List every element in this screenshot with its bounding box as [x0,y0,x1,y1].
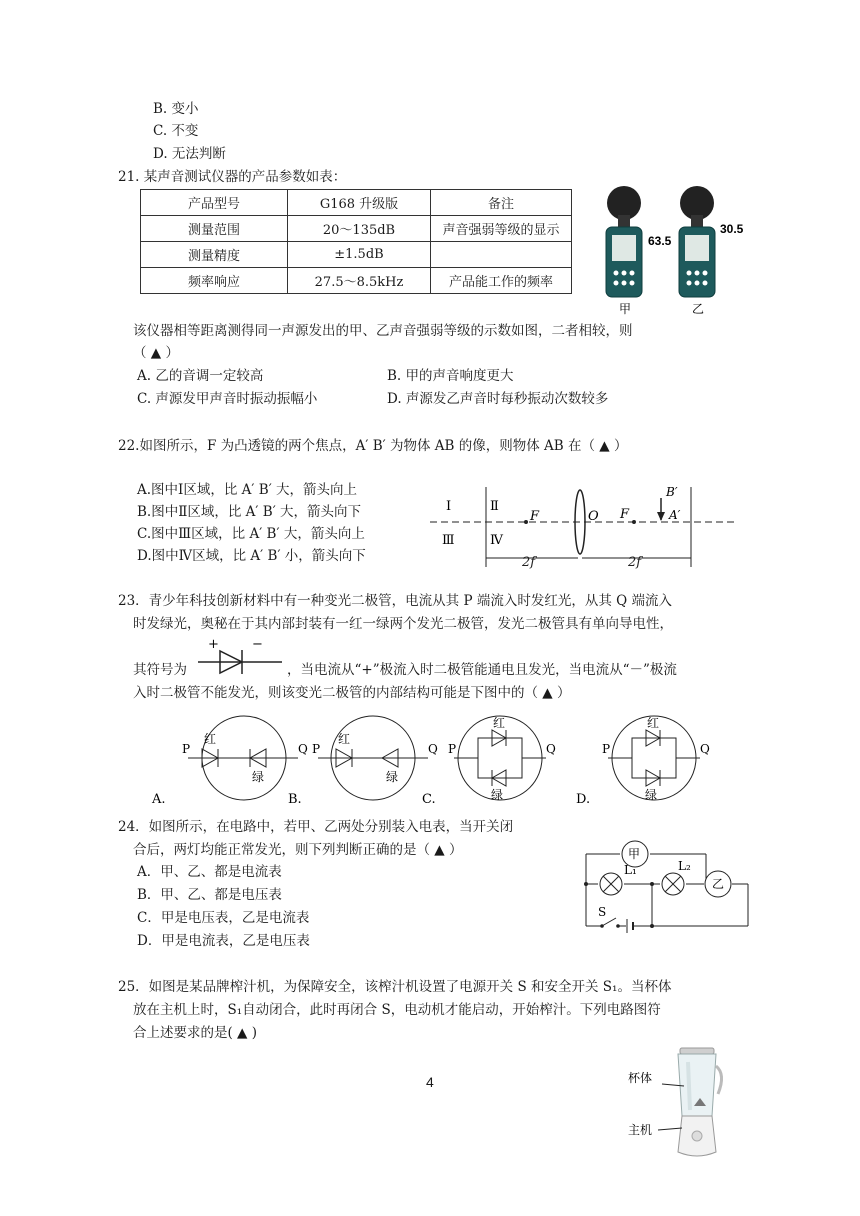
q23-line-3b: ，当电流从“+”极流入时二极管能通电且发光，当电流从“－”极流 [287,662,677,678]
q23-line-4: 入时二极管不能发光，则该变光二极管的内部结构可能是下图中的（ ▲ ） [133,685,571,701]
table-cell: ±1.5dB [288,242,431,268]
q24-option-c: C．甲是电压表，乙是电流表 [137,910,310,926]
focus-left-dot [524,520,528,524]
table-cell: 20～135dB [288,216,431,242]
circuit-s-label: S [598,905,607,919]
switch-icon [602,918,616,926]
q23-c-green-label: 绿 [491,788,504,802]
q23-label-a: A. [152,792,166,807]
circuit-jia-label: 甲 [628,847,641,861]
table-row [141,268,572,294]
q20-option-b: B. 变小 [153,101,199,117]
q23-diagram-c [422,716,556,807]
q23-line-2: 时发绿光，奥秘在于其内部封装有一红一绿两个发光二极管，发光二极管具有单向导电性， [133,616,673,632]
table-cell: 27.5～8.5kHz [288,268,431,294]
q21-text-2: （ ▲ ） [133,345,179,361]
table-cell: 声音强弱等级的显示 [431,216,572,242]
table-cell: G168 升级版 [288,190,431,216]
q25-line-2: 放在主机上时，S₁自动闭合，此时再闭合 S，电动机才能启动，开始榨汁。下列电路图符 [133,1002,661,1018]
q23-a-q-label: Q [298,742,308,756]
q24-line-2: 合后，两灯均能正常发光，则下列判断正确的是（ ▲ ） [133,842,463,858]
q23-c-red-label: 红 [493,716,506,730]
meter-yi-reading: 30.5 [720,222,744,236]
q21-text-1: 该仪器相等距离测得同一声源发出的甲、乙声音强弱等级的示数如图，二者相较，则 [133,323,633,339]
q22-option-d: D.图中Ⅳ区域，比 A′ B′ 小，箭头向下 [137,548,366,564]
juicer-cup-label: 杯体 [628,1071,653,1085]
dimension-right-label: 2f [628,555,642,570]
meter-jia-icon [606,186,642,297]
meter-jia-label: 甲 [619,302,632,316]
juicer-cup-icon [678,1054,716,1116]
region-4-label: Ⅳ [490,533,503,548]
q22-option-c: C.图中Ⅲ区域，比 A′ B′ 大，箭头向上 [137,526,365,542]
meter-jia-reading: 63.5 [648,234,672,248]
meter-yi-label: 乙 [692,302,705,316]
q23-b-red-label: 红 [338,732,351,746]
circuit-l1-label: L₁ [624,863,637,877]
q23-diagram-a [151,716,308,807]
juicer-image [628,1044,728,1162]
diode-symbol-icon [198,637,286,679]
table-cell: 产品型号 [141,190,288,216]
sound-meters-figure [594,183,754,318]
q23-label-b: B. [288,792,302,807]
q23-b-green-label: 绿 [386,770,399,784]
q23-diagram-d [576,716,710,807]
q21-option-d: D. 声源发乙声音时每秒振动次数较多 [387,391,609,407]
q23-d-p-label: P [602,742,611,756]
image-top-label: B′ [666,485,678,499]
q21-stem: 21. 某声音测试仪器的产品参数如表： [118,169,347,185]
circuit-yi-label: 乙 [712,877,725,891]
q23-option-diagrams [148,713,768,808]
table-row [141,216,572,242]
diode-minus-label: − [252,637,263,652]
q23-c-p-label: P [448,742,457,756]
table-cell: 备注 [431,190,572,216]
q23-d-red-label: 红 [647,716,660,730]
q25-line-3: 合上述要求的是( ▲ ) [133,1025,257,1041]
focus-right-dot [632,520,636,524]
circuit-l2-label: L₂ [678,859,691,873]
q24-option-b: B．甲、乙、都是电压表 [137,887,282,903]
q23-a-red-label: 红 [204,732,217,746]
q24-circuit-diagram [578,826,756,934]
q24-line-1: 24．如图所示，在电路中，若甲、乙两处分别装入电表，当开关闭 [118,819,514,835]
region-2-label: Ⅱ [490,499,499,514]
q22-stem: 22.如图所示，F 为凸透镜的两个焦点，A′ B′ 为物体 AB 的像，则物体 AB 在（ ▲ ） [118,438,628,454]
q23-diagram-b [288,716,438,807]
q21-spec-table [140,189,572,294]
q22-option-b: B.图中Ⅱ区域，比 A′ B′ 大，箭头向下 [137,504,362,520]
page-number: 4 [426,1074,434,1090]
table-cell: 频率响应 [141,268,288,294]
q23-d-green-label: 绿 [645,788,658,802]
q20-option-c: C. 不变 [153,123,199,139]
q22-option-a: A.图中Ⅰ区域，比 A′ B′ 大，箭头向上 [137,482,358,498]
table-cell: 测量精度 [141,242,288,268]
q24-option-d: D．甲是电流表，乙是电压表 [137,933,310,949]
table-row [141,242,572,268]
focus-left-label: F [530,509,540,524]
table-cell: 产品能工作的频率 [431,268,572,294]
q21-option-b: B. 甲的声音响度更大 [387,368,514,384]
q20-option-d: D. 无法判断 [153,146,226,162]
diode-plus-label: + [208,637,219,652]
q21-option-c: C. 声源发甲声音时振动振幅小 [137,391,318,407]
q21-option-a: A. 乙的音调一定较高 [137,368,264,384]
image-bottom-label: A′ [669,508,681,522]
table-cell: 测量范围 [141,216,288,242]
q23-a-green-label: 绿 [252,770,265,784]
lens-center-label: O [588,509,599,524]
q25-line-1: 25．如图是某品牌榨汁机，为保障安全，该榨汁机设置了电源开关 S 和安全开关 S₁。当杯体 [118,979,672,995]
q23-a-p-label: P [182,742,191,756]
dimension-left-label: 2f [522,555,536,570]
q23-label-c: C. [422,792,436,807]
table-row [141,190,572,216]
focus-right-label: F [620,507,630,522]
q23-line-1: 23．青少年科技创新材料中有一种变光二极管，电流从其 P 端流入时发红光，从其 Q 端流入 [118,593,672,609]
image-arrowhead-icon [657,512,665,521]
region-1-label: Ⅰ [446,499,452,514]
meter-yi-icon [679,186,715,297]
q23-b-p-label: P [312,742,321,756]
region-3-label: Ⅲ [442,533,455,548]
q23-c-q-label: Q [546,742,556,756]
q24-option-a: A．甲、乙、都是电流表 [137,864,282,880]
lens-diagram [428,482,740,572]
q23-b-q-label: Q [428,742,438,756]
table-cell [431,242,572,268]
q23-label-d: D. [576,792,591,807]
q23-line-3a: 其符号为 [133,662,187,678]
juicer-base-label: 主机 [628,1123,653,1137]
q23-d-q-label: Q [700,742,710,756]
